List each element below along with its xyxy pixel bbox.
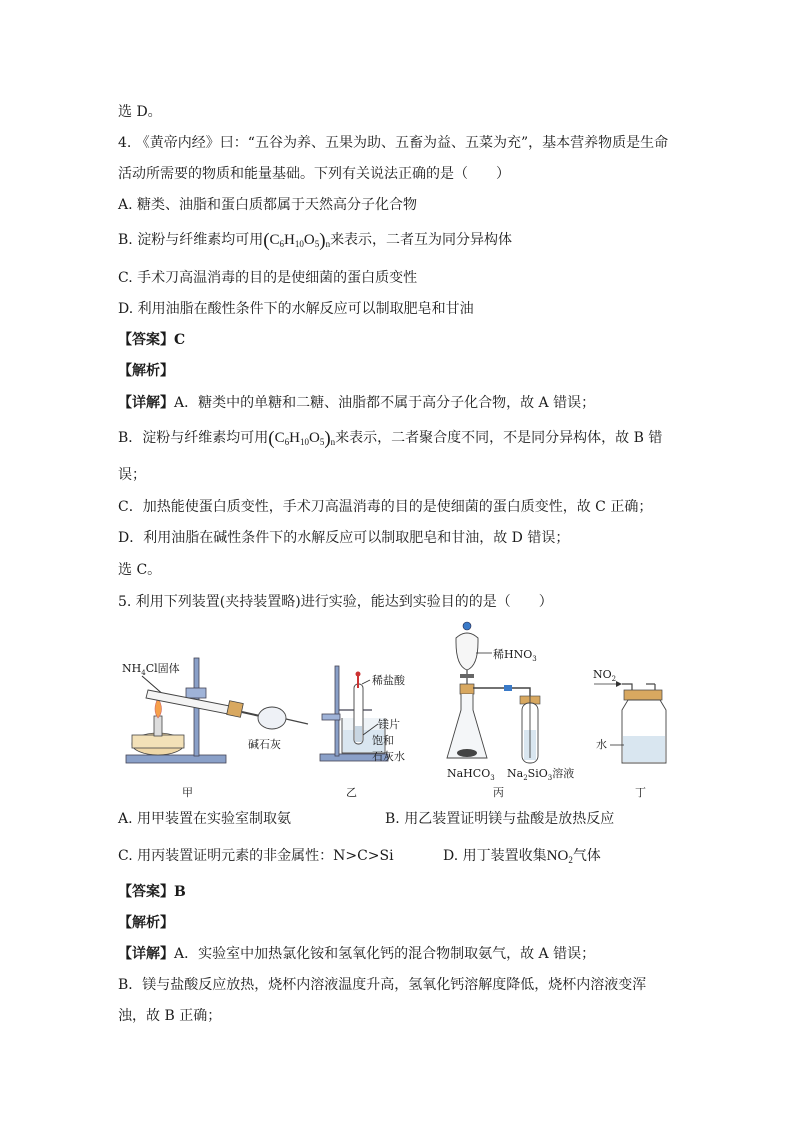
svg-text:镁片: 镁片 xyxy=(378,718,400,731)
question-4-stem: 4. 《黄帝内经》曰：“五谷为养、五果为助、五畜为益、五菜为充”，基本营养物质是生命 xyxy=(118,135,669,151)
q5-option-d: D. 用丁装置收集$NO_2$气体 xyxy=(443,848,601,865)
label-jia: 甲 xyxy=(182,786,193,799)
svg-text:水: 水 xyxy=(596,738,607,751)
q4-explain-a xyxy=(118,393,595,413)
q4-select: 选 C。 xyxy=(118,562,162,578)
explain-b-text2: 来表示，二者聚合度不同，不是同分异构体，故 B 错 xyxy=(335,430,663,446)
q4-explain-b-cont: 误； xyxy=(118,467,146,483)
question-5-stem: 5. 利用下列装置(夹持装置略)进行实验，能达到实验目的的是（ ） xyxy=(118,594,553,610)
label-ding: 丁 xyxy=(635,786,646,799)
q5-analysis-heading: 【解析】 xyxy=(118,915,174,931)
svg-text:NaHCO3: NaHCO$_3$ xyxy=(447,767,495,782)
q5-explain-b-cont: 浊，故 B 正确； xyxy=(118,1008,222,1024)
q4-option-d: D. 利用油脂在酸性条件下的水解反应可以制取肥皂和甘油 xyxy=(118,301,474,317)
explain-b-text1: B．淀粉与纤维素均可用 xyxy=(118,430,269,446)
explain-tag: 【详解】 xyxy=(118,395,174,411)
label-yi: 乙 xyxy=(346,786,357,799)
explain-tag-2: 【详解】 xyxy=(118,946,174,962)
q4-option-b-text2: 来表示，二者互为同分异构体 xyxy=(330,232,513,248)
svg-text:稀盐酸: 稀盐酸 xyxy=(372,674,405,687)
q4-option-b xyxy=(118,230,512,254)
q4-option-a: A. 糖类、油脂和蛋白质都属于天然高分子化合物 xyxy=(118,197,418,213)
q4-explain-c: C．加热能使蛋白质变性，手术刀高温消毒的目的是使细菌的蛋白质变性，故 C 正确； xyxy=(118,499,653,515)
label-bing: 丙 xyxy=(493,786,504,799)
q4-analysis-heading: 【解析】 xyxy=(118,363,174,379)
svg-text:NH4Cl固体: $NH_4Cl$固体 xyxy=(122,662,180,677)
svg-text:稀HNO3: 稀$HNO_3$ xyxy=(493,648,537,663)
q4-option-c: C. 手术刀高温消毒的目的是使细菌的蛋白质变性 xyxy=(118,270,418,286)
q5-explain-b: B．镁与盐酸反应放热，烧杯内溶液温度升高，氢氧化钙溶解度降低，烧杯内溶液变浑 xyxy=(118,977,647,993)
q5-option-c: C. 用丙装置证明元素的非金属性：N>C>Si xyxy=(118,848,394,864)
svg-text:NO2: $NO_2$ xyxy=(593,668,617,683)
starch-formula: $(C_6H_{10}O_5)_n$ xyxy=(263,230,331,251)
apparatus-bing xyxy=(447,622,574,782)
svg-text:碱石灰: 碱石灰 xyxy=(248,738,281,751)
q5-option-b: B. 用乙装置证明镁与盐酸是放热反应 xyxy=(385,811,615,827)
q5-explain-a: 【详解】A．实验室中加热氯化铵和氢氧化钙的混合物制取氨气，故 A 错误； xyxy=(118,946,596,962)
no2-formula: $NO_2$ xyxy=(546,848,573,865)
apparatus-yi xyxy=(320,666,406,763)
explain-a-text: A．糖类中的单糖和二糖、油脂都不属于高分子化合物，故 A 错误； xyxy=(174,395,596,411)
apparatus-figure xyxy=(110,618,690,803)
q4-option-b-text1: B. 淀粉与纤维素均可用 xyxy=(118,232,264,248)
apparatus-ding xyxy=(593,668,666,763)
q4-answer: 【答案】C xyxy=(118,332,186,348)
question-4-stem-cont: 活动所需要的物质和能量基础。下列有关说法正确的是（ ） xyxy=(118,166,510,182)
q4-explain-d: D．利用油脂在碱性条件下的水解反应可以制取肥皂和甘油，故 D 错误； xyxy=(118,530,570,546)
q4-explain-b xyxy=(118,428,662,452)
q5-answer: 【答案】B xyxy=(118,884,186,900)
text-line: 选 D。 xyxy=(118,104,162,120)
q5-option-a: A. 用甲装置在实验室制取氨 xyxy=(118,811,292,827)
svg-text:Na2SiO3溶液: $Na_2SiO_3$溶液 xyxy=(507,767,575,782)
starch-formula-2: $(C_6H_{10}O_5)_n$ xyxy=(268,428,336,449)
svg-text:石灰水: 石灰水 xyxy=(372,750,405,763)
svg-text:饱和: 饱和 xyxy=(372,734,394,747)
apparatus-jia xyxy=(122,658,308,763)
